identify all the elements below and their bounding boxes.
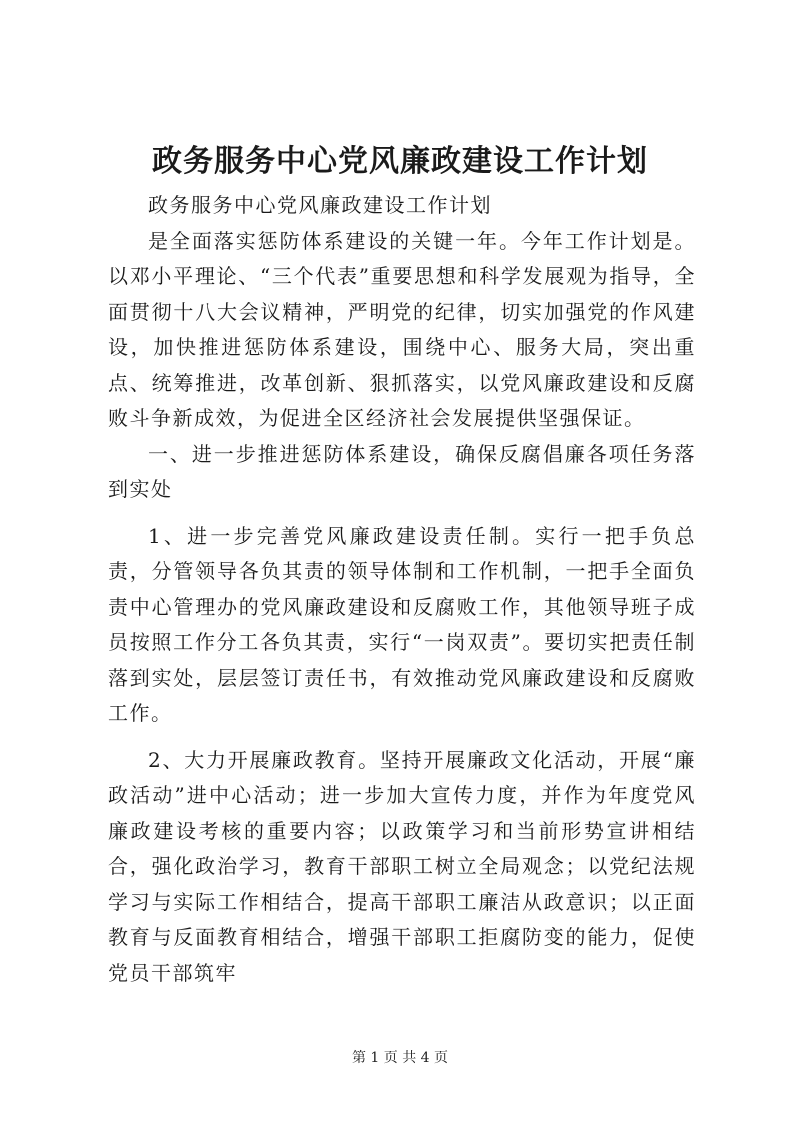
- page-number-footer: 第 1 页 共 4 页: [351, 1050, 449, 1066]
- document-body: [108, 188, 696, 991]
- paragraph-item-2: 2、大力开展廉政教育。坚持开展廉政文化活动，开展“廉政活动”进中心活动；进一步加大宣传力度，并作为年度党风廉政建设考核的重要内容；以政策学习和当前形势宣讲相结合，强化政治学习，教育干部职工树立全局观念；以党纪法规学习与实际工作相结合，提高干部职工廉洁从政意识；以正面教育与反面教育相结合，增强干部职工拒腐防变的能力，促使党员干部筑牢: [108, 747, 696, 985]
- paragraph-subtitle: 政务服务中心党风廉政建设工作计划: [148, 193, 492, 217]
- paragraph-intro: 是全面落实惩防体系建设的关键一年。今年工作计划是。以邓小平理论、“三个代表”重要思想和科学发展观为指导，全面贯彻十八大会议精神，严明党的纪律，切实加强党的作风建设，加快推进惩防体系建设，围绕中心、服务大局，突出重点、统筹推进，改革创新、狠抓落实，以党风廉政建设和反腐败斗争新成效，为促进全区经济社会发展提供坚强保证。: [108, 228, 696, 430]
- paragraph-item-1: 1、进一步完善党风廉政建设责任制。实行一把手负总责，分管领导各负其责的领导体制和工作机制，一把手全面负责中心管理办的党风廉政建设和反腐败工作，其他领导班子成员按照工作分工各负其责，实行“一岗双责”。要切实把责任制落到实处，层层签订责任书，有效推动党风廉政建设和反腐败工作。: [108, 523, 696, 725]
- paragraph-section-heading: 一、进一步推进惩防体系建设，确保反腐倡廉各项任务落到实处: [108, 441, 696, 501]
- document-title: 政务服务中心党风廉政建设工作计划: [152, 144, 648, 179]
